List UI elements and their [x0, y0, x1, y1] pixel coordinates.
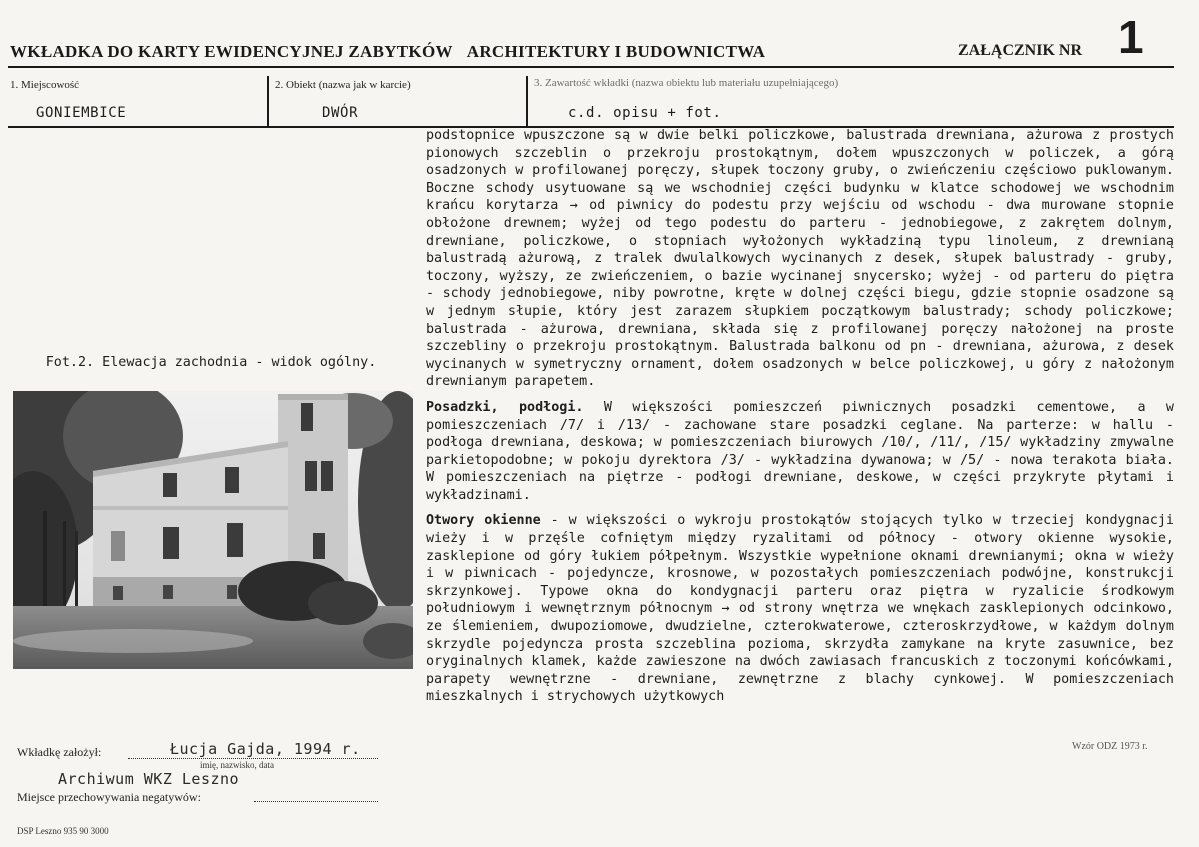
content-label: 3. Zawartość wkładki (nazwa obiektu lub materiału uzupełniającego) — [534, 77, 839, 89]
negatives-dotline — [254, 801, 378, 802]
floors-text: W większości pomieszczeń piwnicznych posadzki cementowe, a w pomieszczeniach /7/ i /13/ - zachowane stare posadzki ceglane. Na parterze: w hallu - podłoga drewniana, deskowa; w pomieszczeniach biurowych /10/, /11/, /15/ wykładziny zmywalne parkietopodobne; w pokoju dyrektora /3/ - wykładzina dywanowa; w /5/ - nowa terakota biała. W pomieszczeniach na piętrze - podłogi drewniane, deskowe, w części przykryte płytami i wykładzinami. — [426, 399, 1174, 503]
form-title-part1: WKŁADKA DO KARTY EWIDENCYJNEJ ZABYTKÓW — [10, 42, 453, 61]
print-code: DSP Leszno 935 90 3000 — [17, 826, 109, 836]
windows-text: - w większości o wykroju prostokątów stojących tylko w trzeciej kondygnacji wieży i w przęśle cofniętym między ryzalitami od północy - otwory okienne wysokie, zasklepione od góry łukiem półpełnym. Wszystkie wypełnione oknami drewnianymi; okna w wieży i w piwnicach - pojedyncze, krosnowe, w pozostałych pomieszczeniach podwójne, konstrukcji skrzynkowej. Typowe okna do kondygnacji parteru oraz piętra w ryzalicie środkowym południowym i wewnętrznym północnym → od strony wnętrza we wnękach zasklepionych odcinkowo, ze ślemieniem, dwupoziomowe, dwudzielne, czterokwaterowe, czteroskrzydłowe, w każdym dolnym skrzydle pojedyncza prosta szczeblina pozioma, skrzydła zamykane na kryte zasuwnice, bez oryginalnych klamek, każde zawieszone na dwóch zawiasach francuskich z toczonymi końcówkami, parapety wewnętrzne - drewniane, zewnętrzne z blachy cynkowej. W pomieszczeniach mieszkalnych i strychowych użytkowych — [426, 513, 1174, 705]
object-value: DWÓR — [322, 105, 359, 121]
annex-number: 1 — [1118, 11, 1144, 63]
form-stamp: Wzór ODZ 1973 r. — [1072, 741, 1148, 752]
content-value: c.d. opisu + fot. — [568, 105, 722, 121]
field-divider — [526, 76, 528, 127]
windows-heading: Otwory okienne — [426, 513, 541, 529]
object-label: 2. Obiekt (nazwa jak w karcie) — [275, 79, 411, 91]
manor-photo — [13, 391, 413, 669]
author-dotline — [128, 758, 378, 759]
author-label: Wkładkę założył: — [17, 745, 102, 759]
annex-label: ZAŁĄCZNIK NR — [958, 42, 1083, 59]
form-title-part2: ARCHITEKTURY I BUDOWNICTWA — [466, 42, 766, 61]
stairs-paragraph: podstopnice wpuszczone są w dwie belki policzkowe, balustrada drewniana, ażurowa z prostych pionowych szczeblin o przekroju prostokątnym, dołem wpuszczonych w policzek, a górą osadzonych w profilowanej poręczy, słupek toczony gruby, o zwieńczeniu częściowo puklowanym. Boczne schody usytuowane są we wschodniej części budynku w klatce schodowej we wschodnim krańcu korytarza → od piwnicy do podestu przy wejściu od wschodu - dwa murowane stopnie obłożone drewnem; wyżej od tego podestu do parteru - jednobiegowe, z zakrętem dolnym, drewniane, policzkowe, o stopniach wyłożonych wykładziną typu linoleum, z drewnianą balustradą ażurową, z tralek dwulalkowych wycinanych z desek, słupek balustrady - gruby, toczony, wyższy, ze zwieńczeniem, o bazie wycinanej snycersko; wyżej - od parteru do piętra - schody jednobiegowe, niby powrotne, kręte w dolnej części biegu, gdzie stopnie osadzone są w jednym słupie, który jest zarazem słupkiem początkowym balustrady; schody policzkowe; balustrada - ażurowa, drewniana, składa się z profilowanej poręczy nałożonej na proste szczebliny o przekroju prostokątnym. Balustrada balkonu od pn - drewniana, ażurowa, z desek wycinanych w symetryczny ornament, dołem osadzonych w belce policzkowej, u góry z nałożonym drewnianym parapetem. — [426, 128, 1174, 390]
manor-photo-image — [13, 391, 413, 669]
floors-heading: Posadzki, podłogi. — [426, 399, 584, 415]
form-title — [10, 42, 765, 62]
photo-caption: Fot.2. Elewacja zachodnia - widok ogólny. — [45, 355, 377, 370]
locality-label: 1. Miejscowość — [10, 79, 80, 91]
locality-value: GONIEMBICE — [36, 105, 127, 121]
header-rule — [8, 66, 1174, 68]
floors-paragraph — [426, 399, 1174, 505]
field-divider — [267, 76, 269, 127]
author-sublabel: imię, nazwisko, data — [200, 760, 274, 770]
author-value: Łucja Gajda, 1994 r. — [170, 740, 361, 758]
archive-value: Archiwum WKZ Leszno — [58, 770, 240, 788]
windows-paragraph — [426, 512, 1174, 706]
negatives-label: Miejsce przechowywania negatywów: — [17, 790, 201, 804]
description-text — [426, 127, 1174, 714]
